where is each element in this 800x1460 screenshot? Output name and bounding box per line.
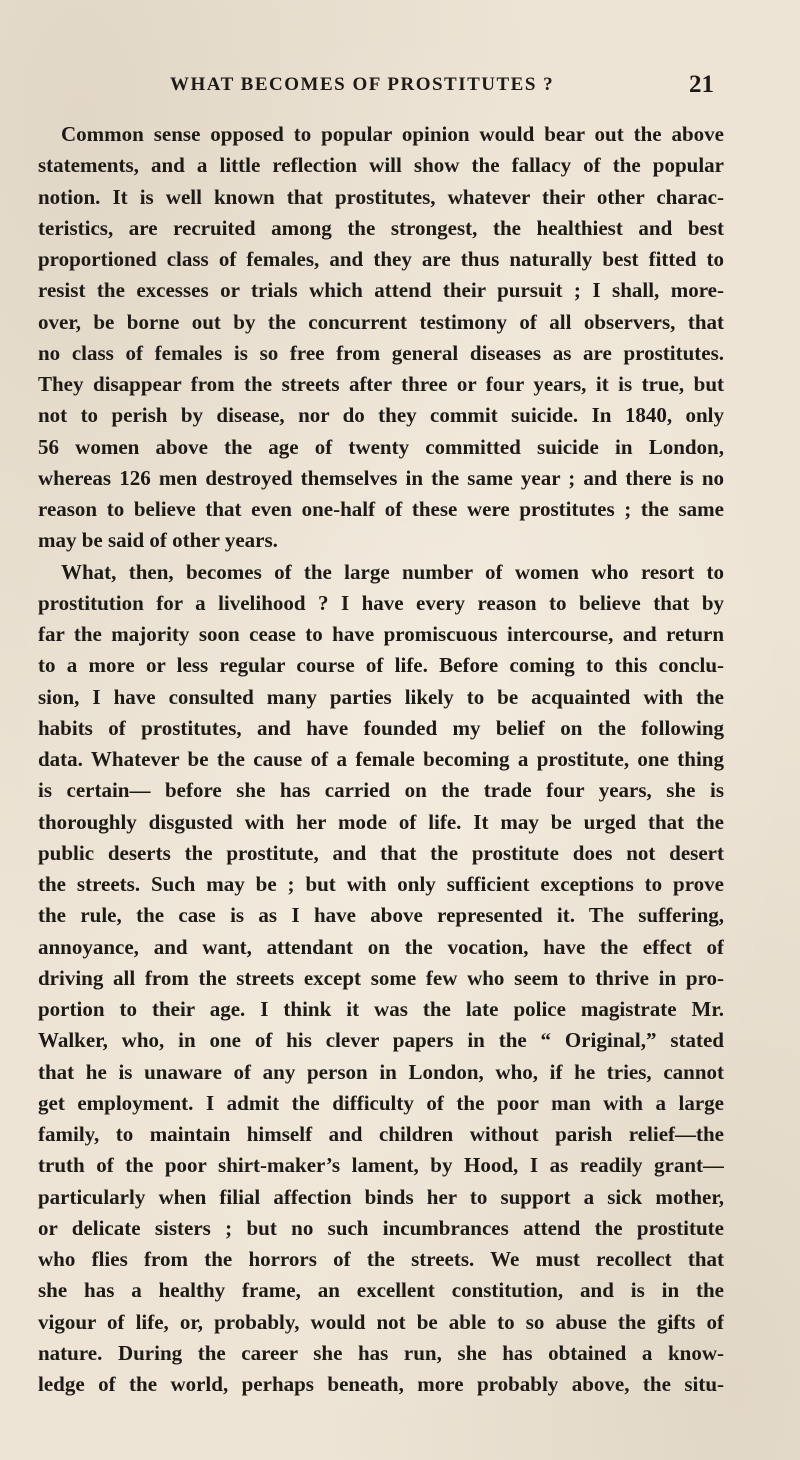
text-line: proportioned class of females, and they are thus naturally best fitted to bbox=[38, 247, 724, 271]
text-line: nature. During the career she has run, she has obtained a know- bbox=[38, 1340, 724, 1365]
text-line: sion, I have consulted many parties likely to be acquainted with the bbox=[38, 684, 724, 709]
text-line: may be said of other years. bbox=[38, 528, 278, 553]
text-line: family, to maintain himself and children without parish relief—the bbox=[38, 1122, 724, 1146]
text-line: the rule, the case is as I have above represented it. The suffering, bbox=[38, 903, 724, 928]
text-line: thoroughly disgusted with her mode of life. It may be urged that the bbox=[38, 809, 724, 834]
text-line: statements, and a little reflection will show the fallacy of the popular bbox=[38, 153, 724, 178]
text-line: not to perish by disease, nor do they commit suicide. In 1840, only bbox=[38, 403, 724, 428]
text-line: They disappear from the streets after three or four years, it is true, but bbox=[38, 372, 724, 396]
text-line: Common sense opposed to popular opinion would bear out the above bbox=[61, 122, 724, 146]
body-text bbox=[38, 119, 724, 1400]
text-line: particularly when filial affection binds her to support a sick mother, bbox=[38, 1184, 724, 1209]
text-line: whereas 126 men destroyed themselves in the same year ; and there is no bbox=[38, 465, 724, 490]
text-line: Walker, who, in one of his clever papers in the “ Original,” stated bbox=[38, 1028, 724, 1053]
text-line: reason to believe that even one-half of these were prostitutes ; the same bbox=[38, 497, 724, 521]
text-line: What, then, becomes of the large number of women who resort to bbox=[61, 559, 724, 584]
text-line: driving all from the streets except some few who seem to thrive in pro- bbox=[38, 965, 724, 990]
text-line: is certain— before she has carried on the trade four years, she is bbox=[38, 778, 724, 803]
text-line: far the majority soon cease to have promiscuous intercourse, and return bbox=[38, 622, 724, 646]
text-line: the streets. Such may be ; but with only sufficient exceptions to prove bbox=[38, 872, 724, 896]
text-line: prostitution for a livelihood ? I have every reason to believe that by bbox=[38, 590, 724, 615]
page-number: 21 bbox=[689, 71, 714, 98]
text-line: she has a healthy frame, an excellent constitution, and is in the bbox=[38, 1278, 724, 1303]
text-line: 56 women above the age of twenty committed suicide in London, bbox=[38, 434, 724, 459]
text-line: over, be borne out by the concurrent testimony of all observers, that bbox=[38, 309, 724, 334]
text-line: no class of females is so free from general diseases as are prostitutes. bbox=[38, 340, 724, 365]
text-line: data. Whatever be the cause of a female becoming a prostitute, one thing bbox=[38, 747, 724, 771]
text-line: truth of the poor shirt-maker’s lament, by Hood, I as readily grant— bbox=[38, 1153, 724, 1178]
text-line: vigour of life, or, probably, would not be able to so abuse the gifts of bbox=[38, 1309, 724, 1334]
text-line: public deserts the prostitute, and that the prostitute does not desert bbox=[38, 840, 724, 865]
text-line: get employment. I admit the difficulty of the poor man with a large bbox=[38, 1090, 724, 1115]
text-line: resist the excesses or trials which attend their pursuit ; I shall, more- bbox=[38, 278, 724, 303]
text-line: who flies from the horrors of the streets. We must recollect that bbox=[38, 1247, 724, 1271]
text-line: annoyance, and want, attendant on the vocation, have the effect of bbox=[38, 934, 724, 959]
running-title: WHAT BECOMES OF PROSTITUTES ? bbox=[170, 74, 555, 95]
running-head bbox=[170, 71, 714, 102]
text-line: to a more or less regular course of life. Before coming to this conclu- bbox=[38, 653, 724, 678]
text-line: portion to their age. I think it was the late police magistrate Mr. bbox=[38, 997, 724, 1021]
text-line: ledge of the world, perhaps beneath, more probably above, the situ- bbox=[38, 1372, 724, 1396]
text-line: habits of prostitutes, and have founded my belief on the following bbox=[38, 715, 724, 740]
text-line: or delicate sisters ; but no such incumbrances attend the prostitute bbox=[38, 1215, 724, 1240]
text-line: notion. It is well known that prostitutes, whatever their other charac- bbox=[38, 184, 724, 209]
text-line: that he is unaware of any person in London, who, if he tries, cannot bbox=[38, 1059, 724, 1084]
text-line: teristics, are recruited among the strongest, the healthiest and best bbox=[38, 215, 724, 240]
